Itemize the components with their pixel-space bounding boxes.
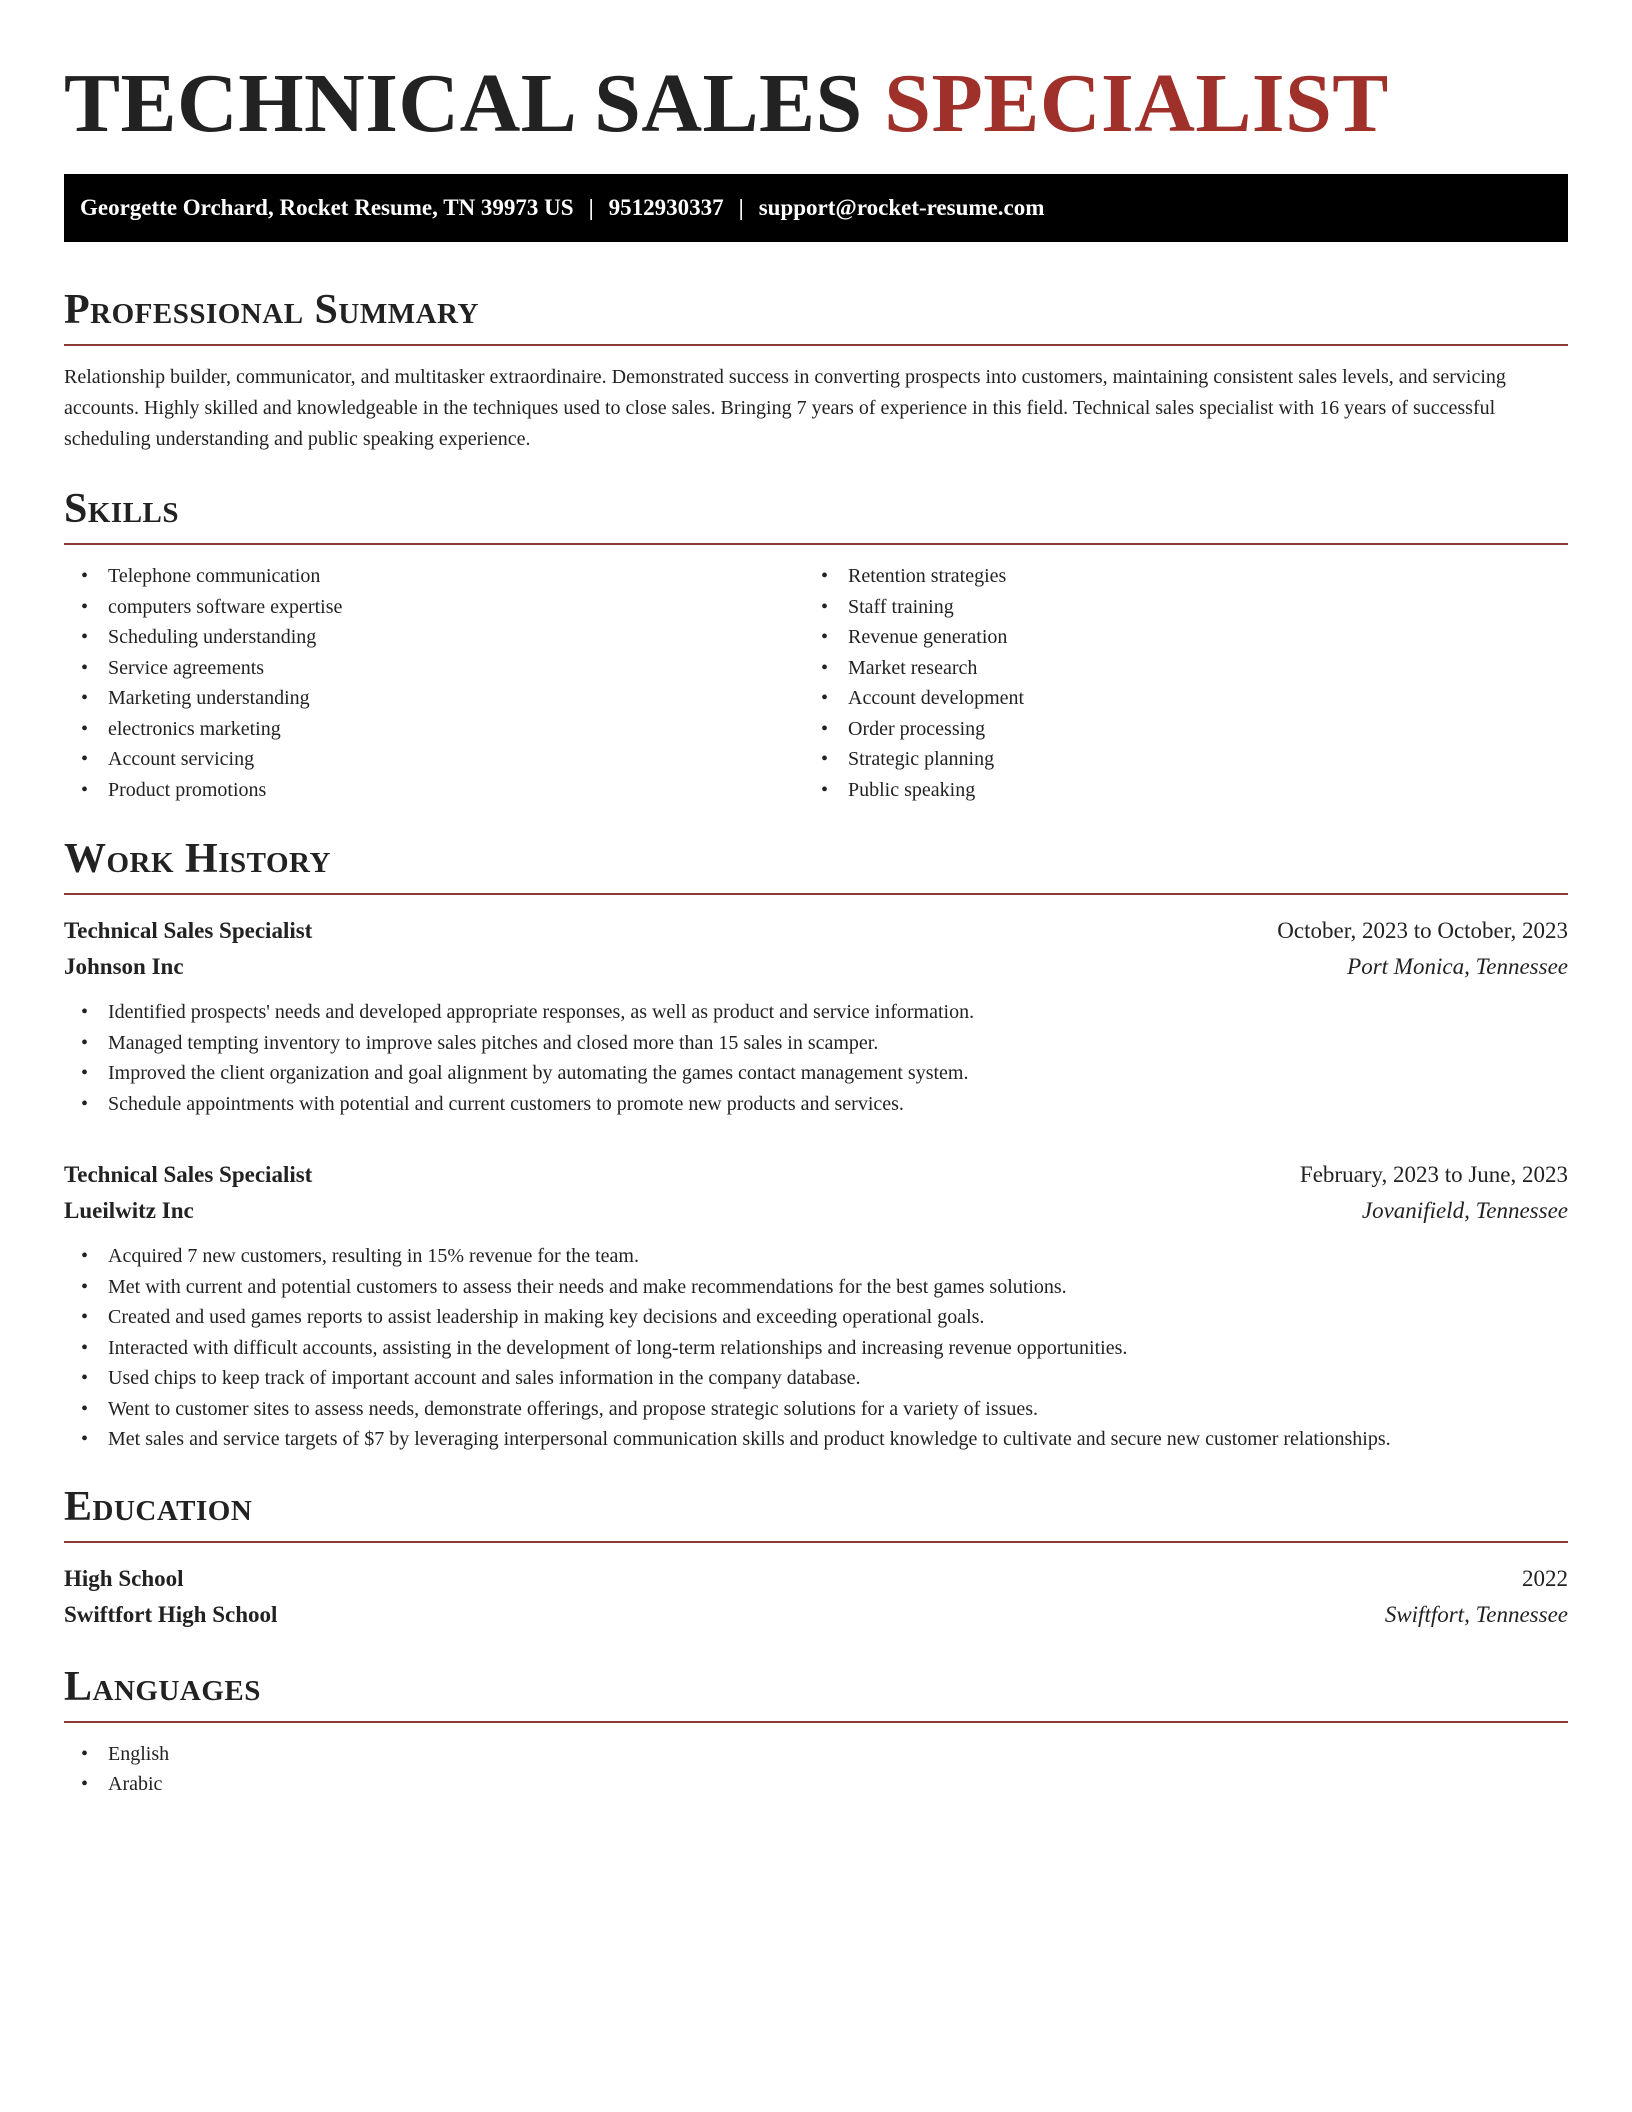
summary-section — [64, 286, 1568, 455]
job-bullet: • Interacted with difficult accounts, assisting in the development of long-term relationships and increasing revenue opportunities. — [64, 1333, 1568, 1364]
skill-item: • Account servicing — [64, 744, 804, 775]
skills-heading: Skills — [64, 485, 1568, 545]
contact-phone: 9512930337 — [608, 195, 724, 220]
job-bullet: • Created and used games reports to assist leadership in making key decisions and exceeding operational goals. — [64, 1302, 1568, 1333]
resume-title — [64, 58, 1568, 150]
job-bullets — [64, 997, 1568, 1119]
skill-item: • Order processing — [804, 714, 1544, 745]
job-dates: February, 2023 to June, 2023 — [1299, 1162, 1568, 1187]
contact-separator: | — [588, 195, 594, 220]
skill-item: • Revenue generation — [804, 622, 1544, 653]
language-item: • English — [64, 1739, 1568, 1770]
languages-section — [64, 1663, 1568, 1800]
skill-item: • Market research — [804, 653, 1544, 684]
job-bullet: • Acquired 7 new customers, resulting in 15% revenue for the team. — [64, 1241, 1568, 1272]
job-company: Johnson Inc — [64, 954, 184, 979]
contact-address: Georgette Orchard, Rocket Resume, TN 39973 US — [80, 195, 574, 220]
education-year: 2022 — [1522, 1565, 1568, 1591]
job-entry — [64, 913, 1568, 1119]
job-dates: October, 2023 to October, 2023 — [1277, 918, 1568, 943]
skill-item: • electronics marketing — [64, 714, 804, 745]
job-bullets — [64, 1241, 1568, 1455]
work-heading: Work History — [64, 835, 1568, 895]
job-bullet: • Met with current and potential customers to assess their needs and make recommendations for the best games solutions. — [64, 1272, 1568, 1303]
summary-text: Relationship builder, communicator, and multitasker extraordinaire. Demonstrated success in converting prospects into customers, maintaining consistent sales levels, and servicing accounts. Highly skilled and knowledgeable in the techniques used to close sales. Bringing 7 years of experience in this field. Technical sales specialist with 16 years of successful scheduling understanding and public speaking experience. — [64, 366, 1506, 450]
education-entry — [64, 1561, 1568, 1633]
skills-section — [64, 485, 1568, 805]
skill-item: • Service agreements — [64, 653, 804, 684]
title-accent: SPECIALIST — [884, 57, 1389, 150]
contact-separator: | — [738, 195, 744, 220]
skill-item: • Retention strategies — [804, 561, 1544, 592]
job-location: Jovanifield, Tennessee — [1361, 1198, 1568, 1223]
language-item: • Arabic — [64, 1769, 1568, 1800]
title-main: TECHNICAL SALES — [64, 57, 863, 150]
skill-item: • Strategic planning — [804, 744, 1544, 775]
skill-item: • Account development — [804, 683, 1544, 714]
job-bullet: • Managed tempting inventory to improve sales pitches and closed more than 15 sales in scamper. — [64, 1028, 1568, 1059]
summary-heading: Professional Summary — [64, 286, 1568, 346]
job-location: Port Monica, Tennessee — [1347, 954, 1568, 979]
skills-grid — [64, 561, 1568, 805]
education-location: Swiftfort, Tennessee — [1384, 1601, 1568, 1627]
work-section — [64, 835, 1568, 1455]
job-entry — [64, 1157, 1568, 1455]
resume-page — [64, 0, 1568, 1800]
education-section — [64, 1483, 1568, 1633]
job-company: Lueilwitz Inc — [64, 1198, 194, 1223]
skills-list-right — [804, 561, 1544, 805]
education-heading: Education — [64, 1483, 1568, 1543]
job-title: Technical Sales Specialist — [64, 918, 313, 943]
skill-item: • Staff training — [804, 592, 1544, 623]
skill-item: • Product promotions — [64, 775, 804, 806]
job-title: Technical Sales Specialist — [64, 1162, 313, 1187]
job-bullet: • Identified prospects' needs and developed appropriate responses, as well as product and service information. — [64, 997, 1568, 1028]
job-bullet: • Went to customer sites to assess needs, demonstrate offerings, and propose strategic solutions for a variety of issues. — [64, 1394, 1568, 1425]
job-bullet: • Met sales and service targets of $7 by leveraging interpersonal communication skills and product knowledge to cultivate and secure new customer relationships. — [64, 1424, 1568, 1455]
skill-item: • Scheduling understanding — [64, 622, 804, 653]
job-bullet: • Used chips to keep track of important account and sales information in the company database. — [64, 1363, 1568, 1394]
skill-item: • Telephone communication — [64, 561, 804, 592]
skill-item: • computers software expertise — [64, 592, 804, 623]
languages-heading: Languages — [64, 1663, 1568, 1723]
contact-bar — [64, 174, 1568, 242]
skill-item: • Public speaking — [804, 775, 1544, 806]
job-bullet: • Schedule appointments with potential and current customers to promote new products and services. — [64, 1089, 1568, 1120]
languages-list — [64, 1739, 1568, 1800]
skills-list-left — [64, 561, 804, 805]
education-school: Swiftfort High School — [64, 1601, 278, 1627]
job-bullet: • Improved the client organization and goal alignment by automating the games contact management system. — [64, 1058, 1568, 1089]
skill-item: • Marketing understanding — [64, 683, 804, 714]
contact-email: support@rocket-resume.com — [758, 195, 1045, 220]
education-degree: High School — [64, 1565, 184, 1591]
